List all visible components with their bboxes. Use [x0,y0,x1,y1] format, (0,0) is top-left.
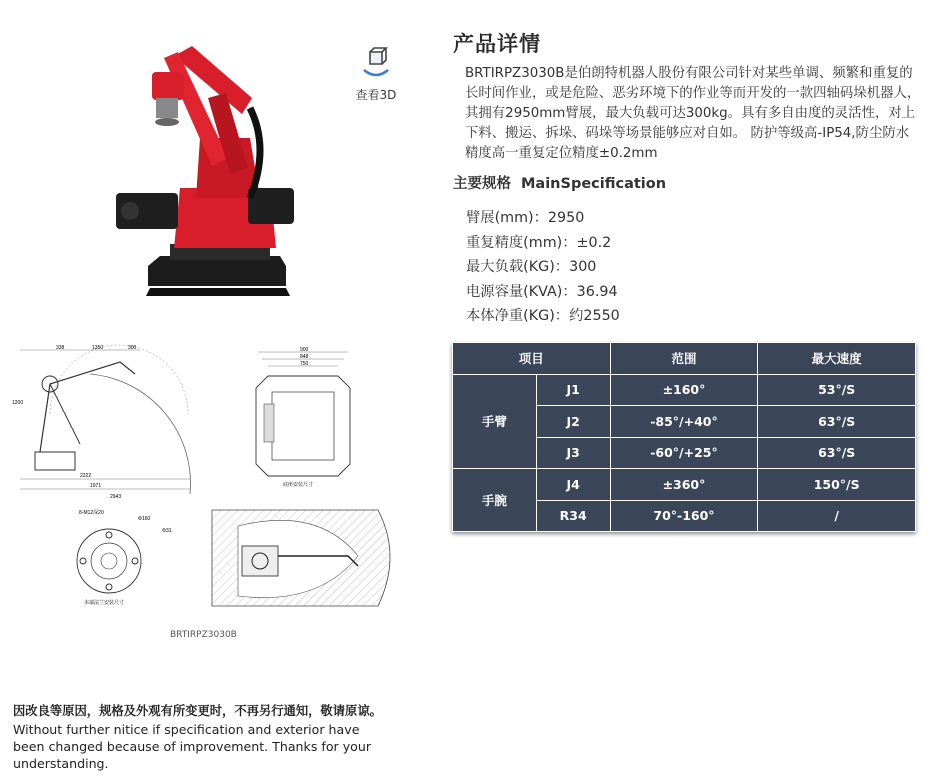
table-header-row [453,343,916,375]
spec-item: 臂展(mm)：2950 [466,210,585,226]
range-cell: ±160° [610,374,758,406]
drawing-caption: BRTIRPZ3030B [170,630,237,640]
page-title: 产品详情 [453,32,541,56]
dim-label: Φ31 [162,528,172,534]
table-row [453,469,916,501]
spec-list [466,206,620,329]
view-3d-button[interactable] [346,46,406,103]
dim-label: 750 [300,361,309,367]
spec-item: 重复精度(mm)：±0.2 [466,234,612,251]
base-mount-label: 底座安装尺寸 [283,482,314,488]
flange-drawing [24,506,194,606]
notice-en: Without further nitice if specification and exterior have been changed because of improvement. Thanks for your understanding. [13,722,372,771]
group-label: 手腕 [453,469,537,532]
dim-label: 900 [300,347,309,353]
spec-item: 电源容量(KVA)：36.94 [466,283,618,300]
range-cell: -60°/+25° [610,437,758,469]
spec-item: 本体净重(KG)：约2550 [466,308,620,325]
dim-label: 300 [128,345,137,351]
axis-cell: J2 [536,406,610,438]
range-cell: ±360° [610,469,758,501]
dim-label: 338 [56,345,65,351]
cube-3d-icon [358,46,394,80]
speed-cell: 53°/S [758,374,916,406]
base-top-drawing [228,346,378,496]
header-item: 项目 [453,343,611,375]
axis-spec-table [452,342,916,532]
dim-label: 848 [300,354,309,360]
speed-cell: / [758,500,916,532]
axis-cell: J1 [536,374,610,406]
dim-label: 2943 [110,494,122,500]
dim-label: 1971 [90,483,102,489]
range-cell: 70°-160° [610,500,758,532]
range-cell: -85°/+40° [610,406,758,438]
spec-heading-en: MainSpecification [521,176,667,192]
dim-label: 1200 [12,400,24,406]
header-range: 范围 [610,343,758,375]
workspace-drawing [208,506,402,610]
speed-cell: 63°/S [758,437,916,469]
group-label: 手臂 [453,374,537,469]
dim-label: 2222 [80,473,92,479]
spec-heading-cn: 主要规格 [453,176,511,192]
dim-label: Φ160 [138,516,151,522]
axis-cell: J4 [536,469,610,501]
side-view-drawing [10,344,210,500]
flange-mount-label: 末端法兰安装尺寸 [84,600,125,606]
dim-label: 8-M12深20 [79,510,104,516]
speed-cell: 63°/S [758,406,916,438]
spec-heading [453,172,666,193]
spec-item: 最大负载(KG)：300 [466,259,597,276]
axis-cell: J3 [536,437,610,469]
robot-product-image [100,38,340,300]
product-description: BRTIRPZ3030B是伯朗特机器人股份有限公司针对某些单调、频繁和重复的长时间作业，或是危险、恶劣环境下的作业等而开发的一款四轴码垛机器人，其拥有2950mm臂展，最大负载可达300kg。具有多自由度的灵活性，对上下料、搬运、拆垛、码垛等场景能够应对自如。 防护等级高-IP54,防尘防水 精度高一重复定位精度±0.2mm [465,66,921,161]
dim-label: 1350 [92,345,104,351]
axis-cell: R34 [536,500,610,532]
table-row [453,374,916,406]
view-3d-label: 查看3D [355,88,397,102]
speed-cell: 150°/S [758,469,916,501]
header-speed: 最大速度 [758,343,916,375]
notice-cn: 因改良等原因，规格及外观有所变更时，不再另行通知，敬请原谅。 [13,704,382,718]
